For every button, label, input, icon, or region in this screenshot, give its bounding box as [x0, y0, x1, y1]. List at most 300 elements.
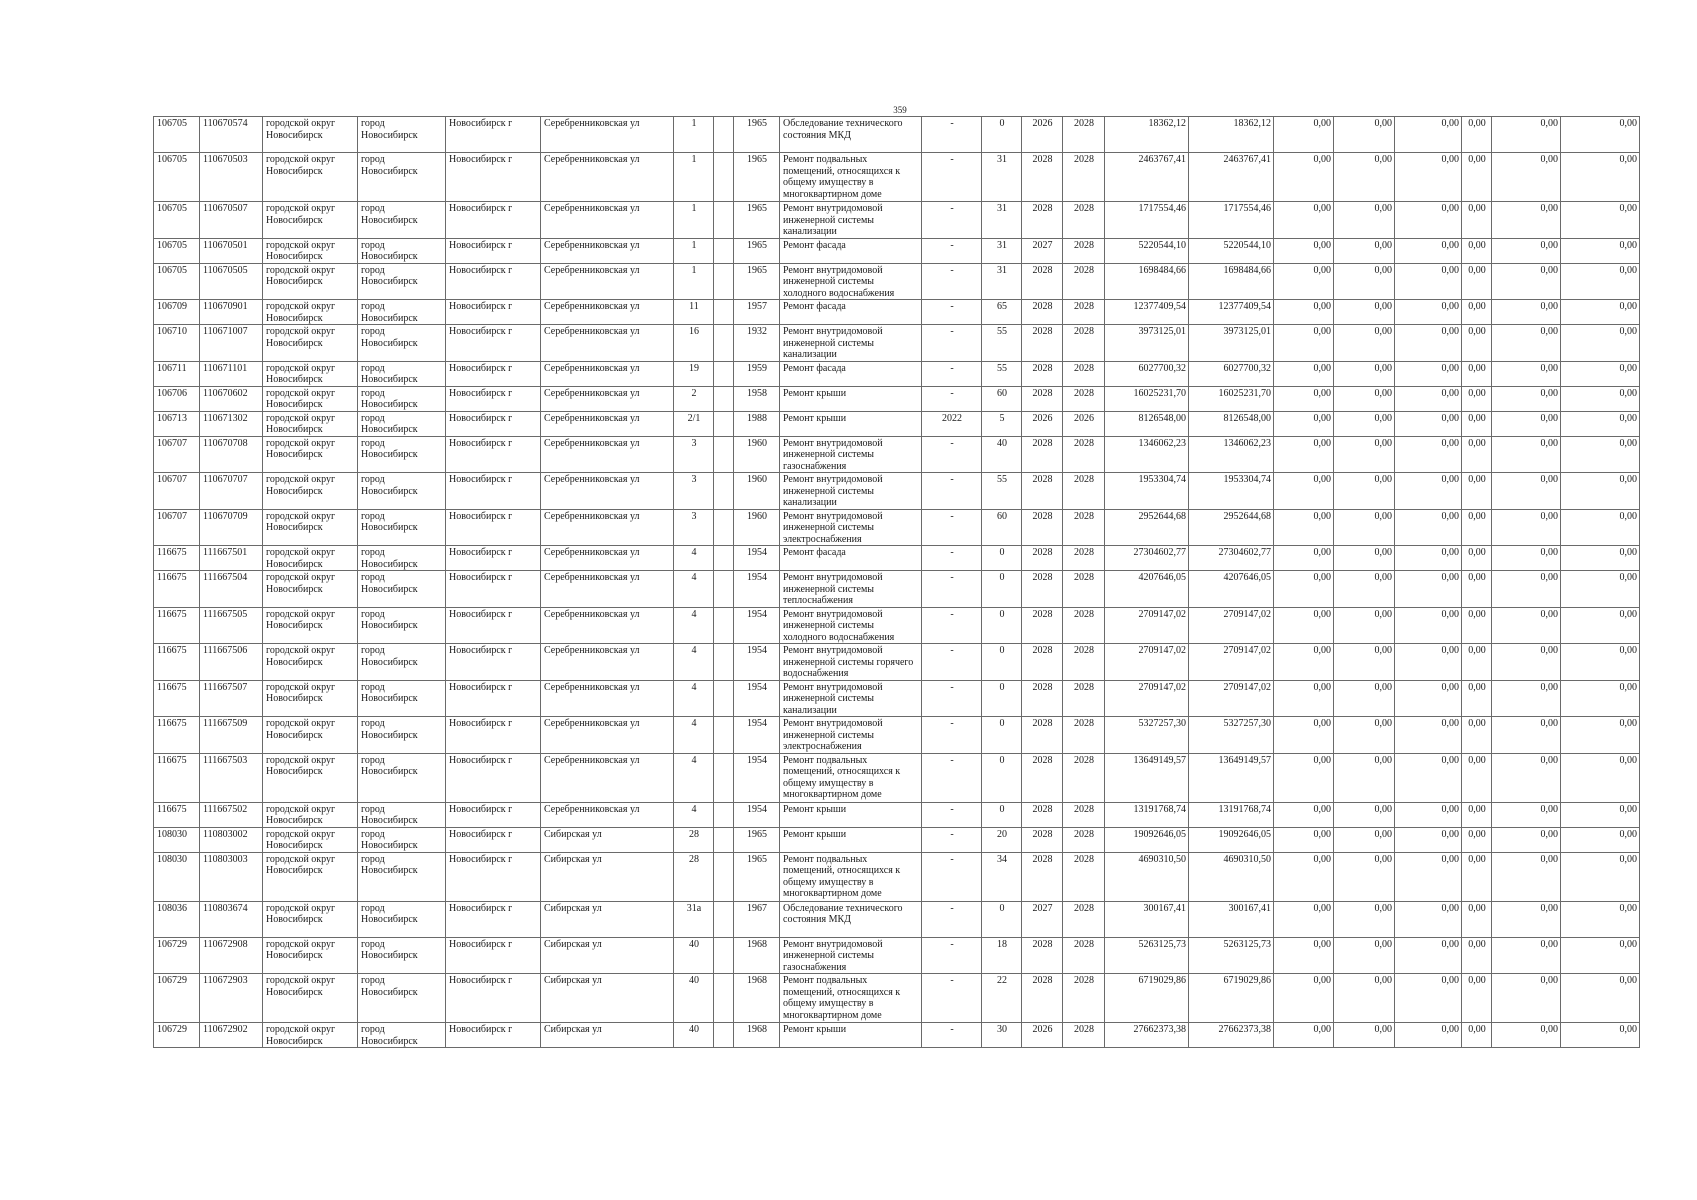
cell-total-cost: 6027700,32 [1105, 361, 1189, 386]
cell-wear-percent: 31 [982, 202, 1022, 239]
cell-settlement: город Новосибирск [358, 509, 446, 546]
cell-city: Новосибирск г [446, 1023, 541, 1048]
cell-municipality: городской округ Новосибирск [263, 802, 358, 827]
cell-last-repair-year: - [922, 117, 982, 153]
cell-house-id: 106729 [154, 937, 200, 974]
cell-last-repair-year: - [922, 852, 982, 901]
cell-element-id: 110670507 [200, 202, 263, 239]
cell-extra-b: 0,00 [1561, 325, 1640, 362]
cell-settlement: город Новосибирск [358, 546, 446, 571]
cell-other-funds: 0,00 [1462, 571, 1492, 608]
cell-street: Сибирская ул [541, 827, 674, 852]
cell-municipality: городской округ Новосибирск [263, 680, 358, 717]
cell-last-repair-year: - [922, 571, 982, 608]
cell-end-year: 2028 [1063, 263, 1105, 300]
cell-extra-b: 0,00 [1561, 263, 1640, 300]
cell-street: Серебренниковская ул [541, 680, 674, 717]
cell-house-id: 106706 [154, 386, 200, 411]
cell-extra-b: 0,00 [1561, 1023, 1640, 1048]
cell-other-funds: 0,00 [1462, 1023, 1492, 1048]
cell-regional-budget: 0,00 [1274, 202, 1334, 239]
cell-last-repair-year: - [922, 717, 982, 754]
cell-house-number: 40 [674, 937, 714, 974]
cell-element-id: 110670901 [200, 300, 263, 325]
cell-local-budget: 0,00 [1334, 937, 1395, 974]
cell-regional-budget: 0,00 [1274, 937, 1334, 974]
cell-work-type: Ремонт подвальных помещений, относящихся к общему имуществу в многоквартирном доме [780, 153, 922, 202]
cell-fund-cost: 8126548,00 [1189, 411, 1274, 436]
cell-building [714, 546, 734, 571]
cell-end-year: 2028 [1063, 753, 1105, 802]
cell-street: Серебренниковская ул [541, 571, 674, 608]
cell-house-number: 40 [674, 974, 714, 1023]
cell-building [714, 607, 734, 644]
cell-element-id: 110672902 [200, 1023, 263, 1048]
table-row [154, 1023, 1640, 1048]
cell-element-id: 110670707 [200, 473, 263, 510]
cell-city: Новосибирск г [446, 361, 541, 386]
cell-fund-cost: 1717554,46 [1189, 202, 1274, 239]
cell-start-year: 2028 [1022, 680, 1063, 717]
cell-start-year: 2027 [1022, 901, 1063, 937]
cell-municipality: городской округ Новосибирск [263, 937, 358, 974]
cell-work-type: Ремонт крыши [780, 1023, 922, 1048]
cell-house-number: 3 [674, 473, 714, 510]
cell-settlement: город Новосибирск [358, 386, 446, 411]
cell-element-id: 111667502 [200, 802, 263, 827]
cell-building [714, 753, 734, 802]
cell-building [714, 238, 734, 263]
cell-start-year: 2028 [1022, 386, 1063, 411]
cell-house-id: 116675 [154, 802, 200, 827]
cell-fund-cost: 13649149,57 [1189, 753, 1274, 802]
cell-extra-b: 0,00 [1561, 473, 1640, 510]
cell-element-id: 110670708 [200, 436, 263, 473]
cell-house-number: 3 [674, 436, 714, 473]
cell-other-funds: 0,00 [1462, 802, 1492, 827]
cell-construction-year: 1965 [734, 827, 780, 852]
cell-last-repair-year: - [922, 361, 982, 386]
cell-local-budget: 0,00 [1334, 411, 1395, 436]
cell-end-year: 2028 [1063, 852, 1105, 901]
cell-start-year: 2026 [1022, 411, 1063, 436]
cell-fund-cost: 18362,12 [1189, 117, 1274, 153]
table-row [154, 386, 1640, 411]
cell-last-repair-year: - [922, 473, 982, 510]
cell-street: Серебренниковская ул [541, 361, 674, 386]
cell-settlement: город Новосибирск [358, 325, 446, 362]
cell-owners-funds: 0,00 [1395, 300, 1462, 325]
cell-municipality: городской округ Новосибирск [263, 473, 358, 510]
cell-city: Новосибирск г [446, 802, 541, 827]
cell-wear-percent: 0 [982, 753, 1022, 802]
cell-municipality: городской округ Новосибирск [263, 753, 358, 802]
cell-wear-percent: 0 [982, 644, 1022, 681]
cell-city: Новосибирск г [446, 546, 541, 571]
cell-construction-year: 1960 [734, 509, 780, 546]
cell-regional-budget: 0,00 [1274, 680, 1334, 717]
cell-start-year: 2028 [1022, 509, 1063, 546]
cell-building [714, 509, 734, 546]
cell-building [714, 717, 734, 754]
cell-fund-cost: 19092646,05 [1189, 827, 1274, 852]
cell-total-cost: 13191768,74 [1105, 802, 1189, 827]
cell-house-number: 4 [674, 571, 714, 608]
table-row [154, 852, 1640, 901]
cell-local-budget: 0,00 [1334, 300, 1395, 325]
cell-total-cost: 1346062,23 [1105, 436, 1189, 473]
cell-regional-budget: 0,00 [1274, 974, 1334, 1023]
cell-street: Серебренниковская ул [541, 509, 674, 546]
cell-element-id: 111667504 [200, 571, 263, 608]
cell-owners-funds: 0,00 [1395, 509, 1462, 546]
cell-owners-funds: 0,00 [1395, 436, 1462, 473]
cell-regional-budget: 0,00 [1274, 607, 1334, 644]
cell-extra-b: 0,00 [1561, 386, 1640, 411]
cell-start-year: 2028 [1022, 263, 1063, 300]
cell-building [714, 386, 734, 411]
cell-regional-budget: 0,00 [1274, 852, 1334, 901]
cell-municipality: городской округ Новосибирск [263, 852, 358, 901]
cell-extra-a: 0,00 [1492, 238, 1561, 263]
table-row [154, 753, 1640, 802]
cell-extra-b: 0,00 [1561, 901, 1640, 937]
cell-extra-a: 0,00 [1492, 153, 1561, 202]
cell-extra-a: 0,00 [1492, 509, 1561, 546]
cell-settlement: город Новосибирск [358, 1023, 446, 1048]
cell-work-type: Ремонт внутридомовой инженерной системы канализации [780, 325, 922, 362]
cell-municipality: городской округ Новосибирск [263, 546, 358, 571]
cell-fund-cost: 2709147,02 [1189, 680, 1274, 717]
cell-fund-cost: 1698484,66 [1189, 263, 1274, 300]
cell-building [714, 325, 734, 362]
cell-owners-funds: 0,00 [1395, 473, 1462, 510]
cell-settlement: город Новосибирск [358, 300, 446, 325]
cell-fund-cost: 5220544,10 [1189, 238, 1274, 263]
cell-extra-b: 0,00 [1561, 802, 1640, 827]
cell-local-budget: 0,00 [1334, 386, 1395, 411]
cell-street: Серебренниковская ул [541, 325, 674, 362]
cell-other-funds: 0,00 [1462, 361, 1492, 386]
cell-regional-budget: 0,00 [1274, 473, 1334, 510]
cell-owners-funds: 0,00 [1395, 546, 1462, 571]
cell-house-number: 31а [674, 901, 714, 937]
cell-last-repair-year: - [922, 644, 982, 681]
cell-municipality: городской округ Новосибирск [263, 300, 358, 325]
cell-element-id: 110671302 [200, 411, 263, 436]
cell-extra-a: 0,00 [1492, 300, 1561, 325]
cell-city: Новосибирск г [446, 901, 541, 937]
cell-house-number: 11 [674, 300, 714, 325]
cell-local-budget: 0,00 [1334, 546, 1395, 571]
cell-house-id: 106729 [154, 1023, 200, 1048]
cell-work-type: Ремонт внутридомовой инженерной системы газоснабжения [780, 937, 922, 974]
cell-last-repair-year: - [922, 436, 982, 473]
cell-wear-percent: 0 [982, 717, 1022, 754]
cell-work-type: Ремонт внутридомовой инженерной системы электроснабжения [780, 509, 922, 546]
cell-start-year: 2028 [1022, 937, 1063, 974]
cell-work-type: Ремонт подвальных помещений, относящихся к общему имуществу в многоквартирном доме [780, 852, 922, 901]
cell-element-id: 110803674 [200, 901, 263, 937]
cell-building [714, 436, 734, 473]
cell-building [714, 411, 734, 436]
table-row [154, 300, 1640, 325]
cell-construction-year: 1954 [734, 802, 780, 827]
table-row [154, 238, 1640, 263]
cell-last-repair-year: - [922, 202, 982, 239]
cell-city: Новосибирск г [446, 473, 541, 510]
cell-municipality: городской округ Новосибирск [263, 238, 358, 263]
cell-last-repair-year: - [922, 901, 982, 937]
table-row [154, 263, 1640, 300]
cell-settlement: город Новосибирск [358, 436, 446, 473]
cell-extra-a: 0,00 [1492, 717, 1561, 754]
cell-building [714, 571, 734, 608]
cell-extra-a: 0,00 [1492, 607, 1561, 644]
cell-fund-cost: 6027700,32 [1189, 361, 1274, 386]
cell-extra-b: 0,00 [1561, 571, 1640, 608]
cell-street: Серебренниковская ул [541, 238, 674, 263]
table-row [154, 644, 1640, 681]
cell-local-budget: 0,00 [1334, 852, 1395, 901]
cell-work-type: Ремонт внутридомовой инженерной системы холодного водоснабжения [780, 263, 922, 300]
cell-settlement: город Новосибирск [358, 937, 446, 974]
cell-house-id: 108036 [154, 901, 200, 937]
cell-house-id: 106705 [154, 238, 200, 263]
cell-other-funds: 0,00 [1462, 325, 1492, 362]
cell-local-budget: 0,00 [1334, 325, 1395, 362]
cell-house-number: 1 [674, 238, 714, 263]
cell-street: Серебренниковская ул [541, 411, 674, 436]
cell-building [714, 300, 734, 325]
cell-work-type: Ремонт внутридомовой инженерной системы теплоснабжения [780, 571, 922, 608]
cell-city: Новосибирск г [446, 411, 541, 436]
cell-settlement: город Новосибирск [358, 802, 446, 827]
cell-house-id: 116675 [154, 753, 200, 802]
cell-work-type: Ремонт внутридомовой инженерной системы канализации [780, 680, 922, 717]
cell-house-id: 106707 [154, 473, 200, 510]
cell-municipality: городской округ Новосибирск [263, 827, 358, 852]
cell-local-budget: 0,00 [1334, 753, 1395, 802]
cell-street: Серебренниковская ул [541, 117, 674, 153]
cell-owners-funds: 0,00 [1395, 411, 1462, 436]
cell-house-number: 28 [674, 827, 714, 852]
cell-building [714, 153, 734, 202]
cell-fund-cost: 1346062,23 [1189, 436, 1274, 473]
cell-local-budget: 0,00 [1334, 263, 1395, 300]
cell-other-funds: 0,00 [1462, 411, 1492, 436]
cell-end-year: 2028 [1063, 680, 1105, 717]
cell-start-year: 2028 [1022, 473, 1063, 510]
cell-regional-budget: 0,00 [1274, 263, 1334, 300]
cell-start-year: 2028 [1022, 827, 1063, 852]
cell-house-id: 106705 [154, 263, 200, 300]
cell-wear-percent: 0 [982, 117, 1022, 153]
cell-last-repair-year: - [922, 153, 982, 202]
cell-element-id: 110672908 [200, 937, 263, 974]
cell-end-year: 2028 [1063, 974, 1105, 1023]
cell-other-funds: 0,00 [1462, 753, 1492, 802]
cell-fund-cost: 2952644,68 [1189, 509, 1274, 546]
cell-extra-a: 0,00 [1492, 802, 1561, 827]
cell-local-budget: 0,00 [1334, 802, 1395, 827]
cell-last-repair-year: 2022 [922, 411, 982, 436]
cell-house-id: 106713 [154, 411, 200, 436]
cell-element-id: 110803002 [200, 827, 263, 852]
cell-start-year: 2028 [1022, 325, 1063, 362]
cell-regional-budget: 0,00 [1274, 717, 1334, 754]
cell-start-year: 2026 [1022, 1023, 1063, 1048]
cell-extra-b: 0,00 [1561, 680, 1640, 717]
cell-construction-year: 1960 [734, 473, 780, 510]
cell-other-funds: 0,00 [1462, 607, 1492, 644]
cell-settlement: город Новосибирск [358, 202, 446, 239]
cell-construction-year: 1954 [734, 717, 780, 754]
cell-city: Новосибирск г [446, 571, 541, 608]
table-row [154, 680, 1640, 717]
cell-regional-budget: 0,00 [1274, 753, 1334, 802]
cell-end-year: 2028 [1063, 901, 1105, 937]
cell-element-id: 111667506 [200, 644, 263, 681]
cell-start-year: 2026 [1022, 117, 1063, 153]
cell-city: Новосибирск г [446, 937, 541, 974]
cell-wear-percent: 22 [982, 974, 1022, 1023]
cell-owners-funds: 0,00 [1395, 852, 1462, 901]
cell-house-id: 116675 [154, 644, 200, 681]
cell-regional-budget: 0,00 [1274, 436, 1334, 473]
cell-start-year: 2028 [1022, 202, 1063, 239]
cell-house-id: 116675 [154, 717, 200, 754]
cell-fund-cost: 13191768,74 [1189, 802, 1274, 827]
cell-start-year: 2028 [1022, 153, 1063, 202]
cell-element-id: 111667507 [200, 680, 263, 717]
cell-city: Новосибирск г [446, 680, 541, 717]
cell-street: Серебренниковская ул [541, 386, 674, 411]
cell-building [714, 361, 734, 386]
cell-other-funds: 0,00 [1462, 436, 1492, 473]
cell-street: Серебренниковская ул [541, 607, 674, 644]
cell-start-year: 2028 [1022, 607, 1063, 644]
cell-total-cost: 300167,41 [1105, 901, 1189, 937]
cell-extra-b: 0,00 [1561, 974, 1640, 1023]
cell-extra-b: 0,00 [1561, 153, 1640, 202]
cell-last-repair-year: - [922, 802, 982, 827]
cell-settlement: город Новосибирск [358, 238, 446, 263]
cell-extra-a: 0,00 [1492, 386, 1561, 411]
cell-work-type: Ремонт внутридомовой инженерной системы горячего водоснабжения [780, 644, 922, 681]
cell-other-funds: 0,00 [1462, 263, 1492, 300]
cell-house-number: 2/1 [674, 411, 714, 436]
cell-wear-percent: 0 [982, 546, 1022, 571]
cell-wear-percent: 55 [982, 325, 1022, 362]
cell-other-funds: 0,00 [1462, 153, 1492, 202]
cell-city: Новосибирск г [446, 300, 541, 325]
cell-extra-a: 0,00 [1492, 571, 1561, 608]
cell-city: Новосибирск г [446, 436, 541, 473]
cell-construction-year: 1957 [734, 300, 780, 325]
table-row [154, 411, 1640, 436]
cell-extra-b: 0,00 [1561, 937, 1640, 974]
table-row [154, 202, 1640, 239]
cell-total-cost: 4690310,50 [1105, 852, 1189, 901]
cell-city: Новосибирск г [446, 607, 541, 644]
cell-end-year: 2028 [1063, 386, 1105, 411]
cell-total-cost: 2709147,02 [1105, 607, 1189, 644]
cell-municipality: городской округ Новосибирск [263, 644, 358, 681]
cell-building [714, 937, 734, 974]
cell-house-number: 4 [674, 753, 714, 802]
cell-municipality: городской округ Новосибирск [263, 153, 358, 202]
cell-regional-budget: 0,00 [1274, 827, 1334, 852]
cell-last-repair-year: - [922, 386, 982, 411]
cell-settlement: город Новосибирск [358, 644, 446, 681]
cell-work-type: Ремонт крыши [780, 411, 922, 436]
cell-regional-budget: 0,00 [1274, 325, 1334, 362]
cell-work-type: Ремонт фасада [780, 361, 922, 386]
cell-owners-funds: 0,00 [1395, 717, 1462, 754]
cell-fund-cost: 16025231,70 [1189, 386, 1274, 411]
cell-other-funds: 0,00 [1462, 680, 1492, 717]
cell-end-year: 2028 [1063, 546, 1105, 571]
cell-house-id: 106707 [154, 509, 200, 546]
cell-local-budget: 0,00 [1334, 1023, 1395, 1048]
cell-local-budget: 0,00 [1334, 509, 1395, 546]
cell-municipality: городской округ Новосибирск [263, 411, 358, 436]
cell-construction-year: 1965 [734, 852, 780, 901]
cell-end-year: 2028 [1063, 1023, 1105, 1048]
cell-owners-funds: 0,00 [1395, 827, 1462, 852]
cell-fund-cost: 3973125,01 [1189, 325, 1274, 362]
cell-total-cost: 2709147,02 [1105, 644, 1189, 681]
cell-owners-funds: 0,00 [1395, 974, 1462, 1023]
cell-total-cost: 2952644,68 [1105, 509, 1189, 546]
cell-start-year: 2028 [1022, 753, 1063, 802]
table-row [154, 802, 1640, 827]
cell-work-type: Ремонт внутридомовой инженерной системы газоснабжения [780, 436, 922, 473]
cell-owners-funds: 0,00 [1395, 153, 1462, 202]
cell-extra-a: 0,00 [1492, 644, 1561, 681]
cell-end-year: 2028 [1063, 361, 1105, 386]
cell-construction-year: 1965 [734, 202, 780, 239]
cell-other-funds: 0,00 [1462, 827, 1492, 852]
table-row [154, 509, 1640, 546]
cell-owners-funds: 0,00 [1395, 361, 1462, 386]
cell-owners-funds: 0,00 [1395, 1023, 1462, 1048]
cell-element-id: 110670709 [200, 509, 263, 546]
cell-settlement: город Новосибирск [358, 153, 446, 202]
cell-house-number: 3 [674, 509, 714, 546]
cell-construction-year: 1968 [734, 1023, 780, 1048]
cell-owners-funds: 0,00 [1395, 644, 1462, 681]
cell-start-year: 2028 [1022, 717, 1063, 754]
cell-street: Серебренниковская ул [541, 153, 674, 202]
cell-extra-b: 0,00 [1561, 644, 1640, 681]
cell-construction-year: 1954 [734, 571, 780, 608]
cell-local-budget: 0,00 [1334, 680, 1395, 717]
cell-municipality: городской округ Новосибирск [263, 571, 358, 608]
cell-municipality: городской округ Новосибирск [263, 974, 358, 1023]
cell-municipality: городской округ Новосибирск [263, 386, 358, 411]
cell-construction-year: 1968 [734, 974, 780, 1023]
cell-local-budget: 0,00 [1334, 361, 1395, 386]
cell-total-cost: 3973125,01 [1105, 325, 1189, 362]
cell-city: Новосибирск г [446, 153, 541, 202]
cell-total-cost: 16025231,70 [1105, 386, 1189, 411]
cell-owners-funds: 0,00 [1395, 802, 1462, 827]
cell-work-type: Ремонт фасада [780, 300, 922, 325]
cell-house-number: 2 [674, 386, 714, 411]
cell-building [714, 1023, 734, 1048]
